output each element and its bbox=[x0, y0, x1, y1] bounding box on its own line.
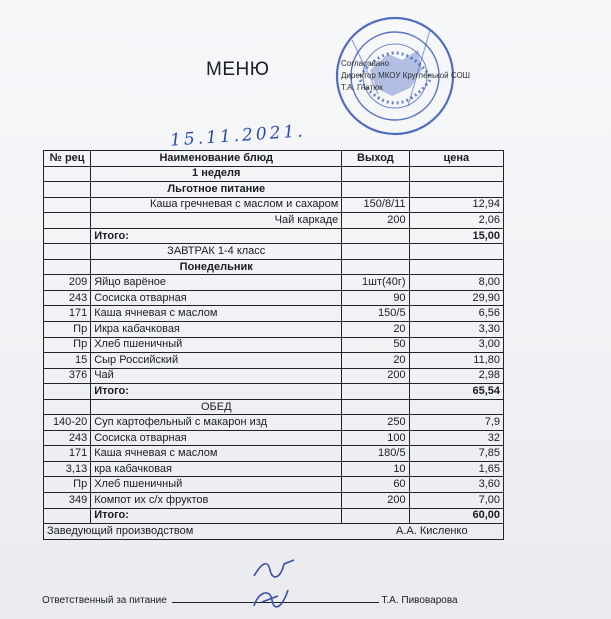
row-number: Пр bbox=[44, 322, 91, 338]
table-row bbox=[44, 477, 504, 493]
row-portion: 100 bbox=[342, 430, 409, 446]
row-price: 2,98 bbox=[409, 368, 503, 384]
row-portion: 20 bbox=[342, 322, 409, 338]
row-number: 171 bbox=[44, 306, 91, 322]
handwritten-date: 15.11.2021. bbox=[169, 121, 307, 151]
table-row bbox=[44, 493, 504, 509]
row-dish: Чай каркаде bbox=[91, 213, 342, 229]
table-row bbox=[44, 430, 504, 446]
row-portion: 150/5 bbox=[342, 306, 409, 322]
table-row bbox=[44, 290, 504, 306]
week-label: 1 неделя bbox=[91, 166, 342, 182]
row-number bbox=[44, 213, 91, 229]
row-price: 8,00 bbox=[409, 275, 503, 291]
total-row bbox=[44, 508, 504, 524]
row-dish: Хлеб пшеничный bbox=[91, 337, 342, 353]
row-dish: Яйцо варёное bbox=[91, 275, 342, 291]
row-number bbox=[44, 197, 91, 213]
header-dish-name: Наименование блюд bbox=[91, 151, 342, 167]
row-portion: 20 bbox=[342, 353, 409, 369]
meal-title-row bbox=[44, 244, 504, 260]
row-dish: Чай bbox=[91, 368, 342, 384]
lunch-title: ОБЕД bbox=[91, 399, 342, 415]
header-price: цена bbox=[409, 151, 503, 167]
row-dish: Сыр Российский bbox=[91, 353, 342, 369]
row-portion: 180/5 bbox=[342, 446, 409, 462]
responsible-name: Т.А. Пивоварова bbox=[381, 595, 458, 606]
row-number: 243 bbox=[44, 290, 91, 306]
document-title: МЕНЮ bbox=[206, 59, 270, 80]
row-dish: кра кабачковая bbox=[91, 461, 342, 477]
total-price: 15,00 bbox=[409, 228, 503, 244]
day-label: Понедельник bbox=[91, 259, 342, 275]
row-price: 12,94 bbox=[409, 197, 503, 213]
manager-row bbox=[44, 524, 504, 540]
approval-line-name: Т.А. Гнатюк bbox=[341, 83, 383, 92]
row-number: 171 bbox=[44, 446, 91, 462]
row-portion: 60 bbox=[342, 477, 409, 493]
row-number: Пр bbox=[44, 477, 91, 493]
row-number: 15 bbox=[44, 353, 91, 369]
table-row bbox=[44, 213, 504, 229]
row-dish: Каша ячневая с маслом bbox=[91, 446, 342, 462]
meal-title-row bbox=[44, 399, 504, 415]
row-price: 3,30 bbox=[409, 322, 503, 338]
table-row bbox=[44, 322, 504, 338]
table-row bbox=[44, 337, 504, 353]
row-portion: 90 bbox=[342, 290, 409, 306]
row-price: 3,60 bbox=[409, 477, 503, 493]
week-row bbox=[44, 166, 504, 182]
row-dish: Сосиска отварная bbox=[91, 430, 342, 446]
row-price: 32 bbox=[409, 430, 503, 446]
row-price: 11,80 bbox=[409, 353, 503, 369]
responsible-signature-icon bbox=[248, 584, 294, 612]
menu-table bbox=[43, 150, 504, 540]
header-recipe-number: № рец bbox=[44, 151, 91, 167]
row-dish: Икра кабачковая bbox=[91, 322, 342, 338]
day-row bbox=[44, 259, 504, 275]
approval-block bbox=[341, 58, 561, 94]
total-label: Итого: bbox=[91, 508, 342, 524]
table-row bbox=[44, 197, 504, 213]
row-dish: Хлеб пшеничный bbox=[91, 477, 342, 493]
row-number: 3,13 bbox=[44, 461, 91, 477]
breakfast-title: ЗАВТРАК 1-4 класс bbox=[91, 244, 342, 260]
row-portion: 200 bbox=[342, 213, 409, 229]
row-portion: 1шт(40г) bbox=[342, 275, 409, 291]
row-dish: Каша гречневая с маслом и сахаром bbox=[91, 197, 342, 213]
section-label: Льготное питание bbox=[91, 182, 342, 198]
row-price: 7,85 bbox=[409, 446, 503, 462]
row-price: 7,00 bbox=[409, 493, 503, 509]
total-row bbox=[44, 384, 504, 400]
manager-name: А.А. Кисленко bbox=[396, 524, 468, 537]
row-price: 2,06 bbox=[409, 213, 503, 229]
row-portion: 200 bbox=[342, 493, 409, 509]
row-number: 349 bbox=[44, 493, 91, 509]
row-price: 29,90 bbox=[409, 290, 503, 306]
total-price: 60,00 bbox=[409, 508, 503, 524]
row-dish: Компот их с/х фруктов bbox=[91, 493, 342, 509]
row-price: 6,56 bbox=[409, 306, 503, 322]
total-price: 65,54 bbox=[409, 384, 503, 400]
row-price: 3,00 bbox=[409, 337, 503, 353]
row-number: 243 bbox=[44, 430, 91, 446]
responsible-label: Ответственный за питание bbox=[42, 595, 167, 606]
row-number: 209 bbox=[44, 275, 91, 291]
table-header-row bbox=[44, 151, 504, 167]
table-row bbox=[44, 368, 504, 384]
row-portion: 50 bbox=[342, 337, 409, 353]
manager-signature-icon bbox=[250, 556, 300, 582]
row-dish: Суп картофельный с макарон изд bbox=[91, 415, 342, 431]
row-price: 1,65 bbox=[409, 461, 503, 477]
row-portion: 250 bbox=[342, 415, 409, 431]
approval-line-director: Директор МКОУ Кругленькой СОШ bbox=[341, 71, 471, 80]
row-dish: Сосиска отварная bbox=[91, 290, 342, 306]
section-row bbox=[44, 182, 504, 198]
total-row bbox=[44, 228, 504, 244]
table-row bbox=[44, 415, 504, 431]
header-portion: Выход bbox=[342, 151, 409, 167]
row-portion: 10 bbox=[342, 461, 409, 477]
table-row bbox=[44, 353, 504, 369]
row-dish: Каша ячневая с маслом bbox=[91, 306, 342, 322]
row-portion: 200 bbox=[342, 368, 409, 384]
table-row bbox=[44, 446, 504, 462]
row-price: 7,9 bbox=[409, 415, 503, 431]
row-portion: 150/8/11 bbox=[342, 197, 409, 213]
approval-line-agreed: Согласовано bbox=[341, 59, 390, 68]
table-row bbox=[44, 306, 504, 322]
total-label: Итого: bbox=[91, 228, 342, 244]
total-label: Итого: bbox=[91, 384, 342, 400]
manager-label: Заведующий производством bbox=[47, 524, 194, 537]
table-row bbox=[44, 461, 504, 477]
row-number: Пр bbox=[44, 337, 91, 353]
row-number: 376 bbox=[44, 368, 91, 384]
table-row bbox=[44, 275, 504, 291]
row-number: 140-20 bbox=[44, 415, 91, 431]
